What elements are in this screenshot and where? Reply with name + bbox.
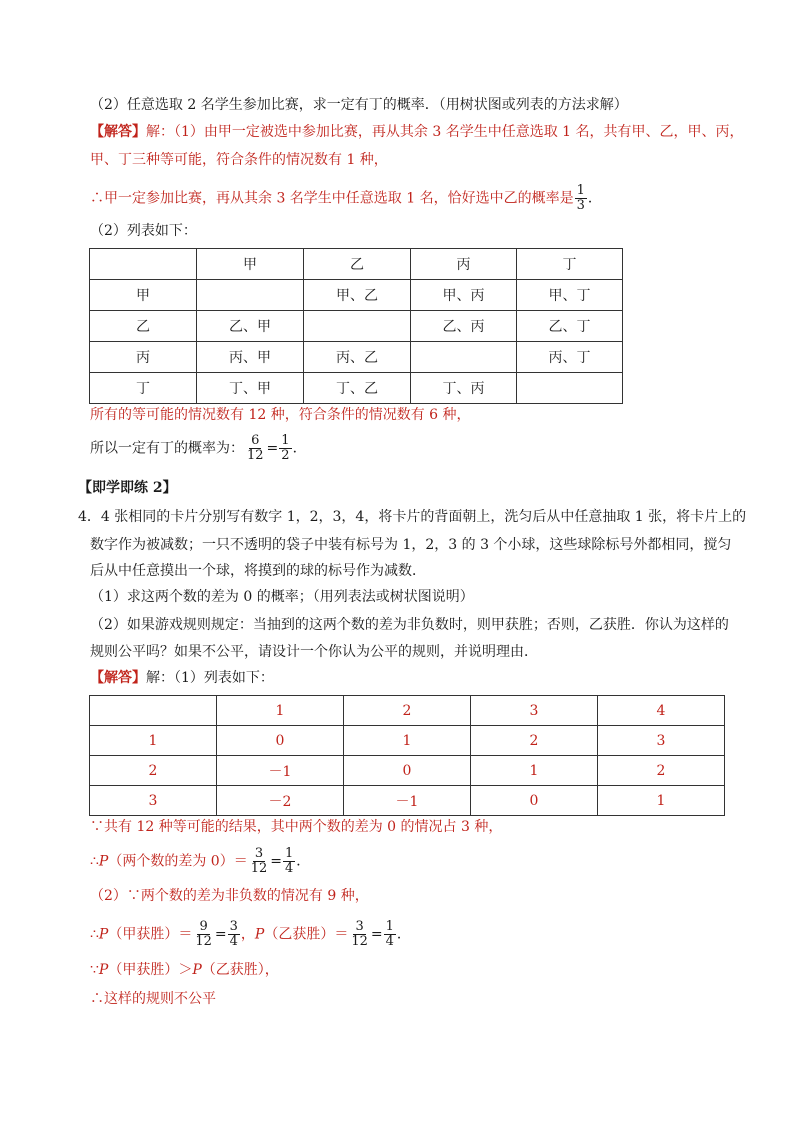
table-cell: 丁、丙 (411, 373, 517, 404)
numerator: 3 (229, 919, 238, 934)
table-cell: 甲、丙 (411, 280, 517, 311)
table-header-cell: 1 (217, 696, 344, 726)
numerator: 1 (385, 919, 394, 934)
q4-answer-header (90, 668, 274, 688)
answer-text: 解：（1）由甲一定被选中参加比赛，再从其余 3 名学生中任意选取 1 名，共有甲、乙，甲、丙， (146, 124, 744, 140)
equals-sign: = (214, 926, 227, 943)
denominator: 4 (385, 934, 394, 949)
numerator: 1 (576, 183, 585, 198)
table-row (90, 342, 623, 373)
table-cell: 乙、丁 (517, 311, 623, 342)
fraction (384, 920, 396, 949)
fraction (349, 920, 370, 949)
table-row-header-cell: 乙 (90, 311, 197, 342)
answer-text: 解：（1）列表如下： (146, 670, 274, 686)
q2-summary: 所有的等可能的情况数有 12 种，符合条件的情况数有 6 种， (90, 407, 471, 423)
table-header-cell: 乙 (304, 249, 411, 280)
period: ． (396, 926, 411, 943)
fraction (193, 920, 214, 949)
table-cell (517, 373, 623, 404)
table-row-header-cell: 2 (90, 756, 217, 786)
equals-sign: = (266, 440, 279, 457)
prob-label: （乙获胜）＝ (264, 926, 349, 943)
table-cell: 1 (598, 786, 725, 816)
therefore-sign: ∴ (90, 926, 99, 943)
q4-sub1: （1）求这两个数的差为 0 的概率；（用列表法或树状图说明） (90, 589, 474, 605)
table-row (90, 756, 725, 786)
fraction (245, 434, 266, 463)
fraction (283, 847, 295, 876)
q4-because2 (90, 960, 279, 980)
table-header-row (90, 249, 623, 280)
table-cell: 丙、乙 (304, 342, 411, 373)
denominator: 12 (195, 934, 212, 949)
section-title: 【即学即练 2】 (78, 480, 177, 496)
table-header-cell: 丙 (411, 249, 517, 280)
fraction (249, 847, 270, 876)
q2-answer-line1 (90, 122, 744, 142)
q4-final: ∴这样的规则不公平 (90, 991, 216, 1007)
q4-line3: 后从中任意摸出一个球，将摸到的球的标号作为减数． (90, 563, 426, 579)
table-header-row (90, 696, 725, 726)
denominator: 12 (247, 448, 264, 463)
table-cell: 3 (598, 726, 725, 756)
table-cell: 甲、乙 (304, 280, 411, 311)
table-cell: 丙、甲 (197, 342, 304, 373)
equals-sign: = (270, 853, 282, 870)
table-q2 (89, 248, 623, 404)
table-cell: 1 (471, 756, 598, 786)
prob-compare: （甲获胜）＞ (108, 962, 193, 978)
q2-prompt: （2）任意选取 2 名学生参加比赛，求一定有丁的概率．（用树状图或列表的方法求解） (90, 97, 628, 113)
table-cell: 0 (344, 756, 471, 786)
table-row (90, 786, 725, 816)
table-header-cell: 4 (598, 696, 725, 726)
table-cell: 乙、甲 (197, 311, 304, 342)
q4-part2: （2）∵两个数的差为非负数的情况有 9 种， (90, 888, 369, 904)
table-header-cell: 3 (471, 696, 598, 726)
table-row (90, 311, 623, 342)
table-row-header-cell: 丙 (90, 342, 197, 373)
result-text: 所以一定有丁的概率为： (90, 440, 244, 457)
prob-symbol: P (192, 962, 202, 978)
denominator: 3 (576, 198, 585, 213)
denominator: 12 (250, 861, 268, 876)
fraction (228, 920, 240, 949)
table-header-cell: 甲 (197, 249, 304, 280)
table-cell: 乙、丙 (411, 311, 517, 342)
answer-tag: 【解答】 (90, 124, 146, 140)
q4-line2: 数字作为被减数；一只不透明的袋子中装有标号为 1，2，3 的 3 个小球，这些球除标号外都相同，搅匀 (90, 537, 732, 553)
prob-label: （乙获胜）， (201, 962, 279, 978)
q2-conclusion (90, 184, 602, 213)
table-cell (304, 311, 411, 342)
table-cell: 丁、甲 (197, 373, 304, 404)
q4-p2 (90, 920, 411, 949)
prob-symbol: P (98, 962, 109, 978)
table-cell: －1 (344, 786, 471, 816)
table-cell (197, 280, 304, 311)
table-header-cell (90, 696, 217, 726)
denominator: 12 (351, 934, 368, 949)
prob-symbol: P (98, 926, 109, 943)
period: ． (587, 190, 602, 207)
equals-sign: = (370, 926, 383, 943)
table-row-header-cell: 1 (90, 726, 217, 756)
table-cell: －1 (217, 756, 344, 786)
comma: ， (240, 926, 255, 943)
denominator: 4 (229, 934, 238, 949)
table-row-header-cell: 丁 (90, 373, 197, 404)
denominator: 4 (284, 861, 294, 876)
table-cell: 甲、丁 (517, 280, 623, 311)
period: ． (296, 853, 311, 870)
q2-part2-label: （2）列表如下： (90, 223, 197, 239)
table-cell: 2 (598, 756, 725, 786)
numerator: 3 (254, 846, 264, 861)
numerator: 3 (355, 919, 364, 934)
prob-symbol: P (254, 926, 265, 943)
period: ． (292, 440, 307, 457)
denominator: 2 (281, 448, 290, 463)
table-cell: 丁、乙 (304, 373, 411, 404)
numerator: 1 (284, 846, 294, 861)
table-row (90, 373, 623, 404)
table-cell: 2 (471, 726, 598, 756)
table-cell (411, 342, 517, 373)
table-cell: 0 (471, 786, 598, 816)
prob-label: （两个数的差为 0）＝ (108, 853, 248, 870)
numerator: 6 (251, 433, 260, 448)
numerator: 9 (199, 919, 208, 934)
fraction (575, 184, 587, 213)
therefore-sign: ∴ (90, 853, 99, 870)
prob-label: （甲获胜）＝ (108, 926, 193, 943)
table-cell: －2 (217, 786, 344, 816)
q4-because1: ∵共有 12 种等可能的结果，其中两个数的差为 0 的情况占 3 种， (90, 819, 503, 835)
fraction (279, 434, 291, 463)
q4-line1: 4．4 张相同的卡片分别写有数字 1，2，3，4，将卡片的背面朝上，洗匀后从中任意抽取 1 张，将卡片上的 (78, 509, 747, 525)
table-cell: 0 (217, 726, 344, 756)
because-sign: ∵ (90, 962, 99, 978)
q4-p1 (90, 847, 310, 876)
table-header-cell: 丁 (517, 249, 623, 280)
table-row-header-cell: 甲 (90, 280, 197, 311)
q2-result (90, 434, 307, 463)
table-row (90, 280, 623, 311)
numerator: 1 (281, 433, 290, 448)
q4-sub2-line2: 规则公平吗？如果不公平，请设计一个你认为公平的规则，并说明理由． (90, 644, 538, 660)
q4-sub2-line1: （2）如果游戏规则规定：当抽到的这两个数的差为非负数时，则甲获胜；否则，乙获胜．你认为这样的 (90, 617, 729, 633)
table-cell: 1 (344, 726, 471, 756)
table-q4 (89, 695, 725, 816)
table-row-header-cell: 3 (90, 786, 217, 816)
prob-symbol: P (98, 853, 109, 870)
table-cell: 丙、丁 (517, 342, 623, 373)
conclusion-text: ∴甲一定参加比赛，再从其余 3 名学生中任意选取 1 名，恰好选中乙的概率是 (90, 190, 574, 207)
table-row (90, 726, 725, 756)
table-header-cell: 2 (344, 696, 471, 726)
answer-tag: 【解答】 (90, 670, 146, 686)
table-header-cell (90, 249, 197, 280)
q2-answer-line2: 甲、丁三种等可能，符合条件的情况数有 1 种， (90, 152, 388, 168)
